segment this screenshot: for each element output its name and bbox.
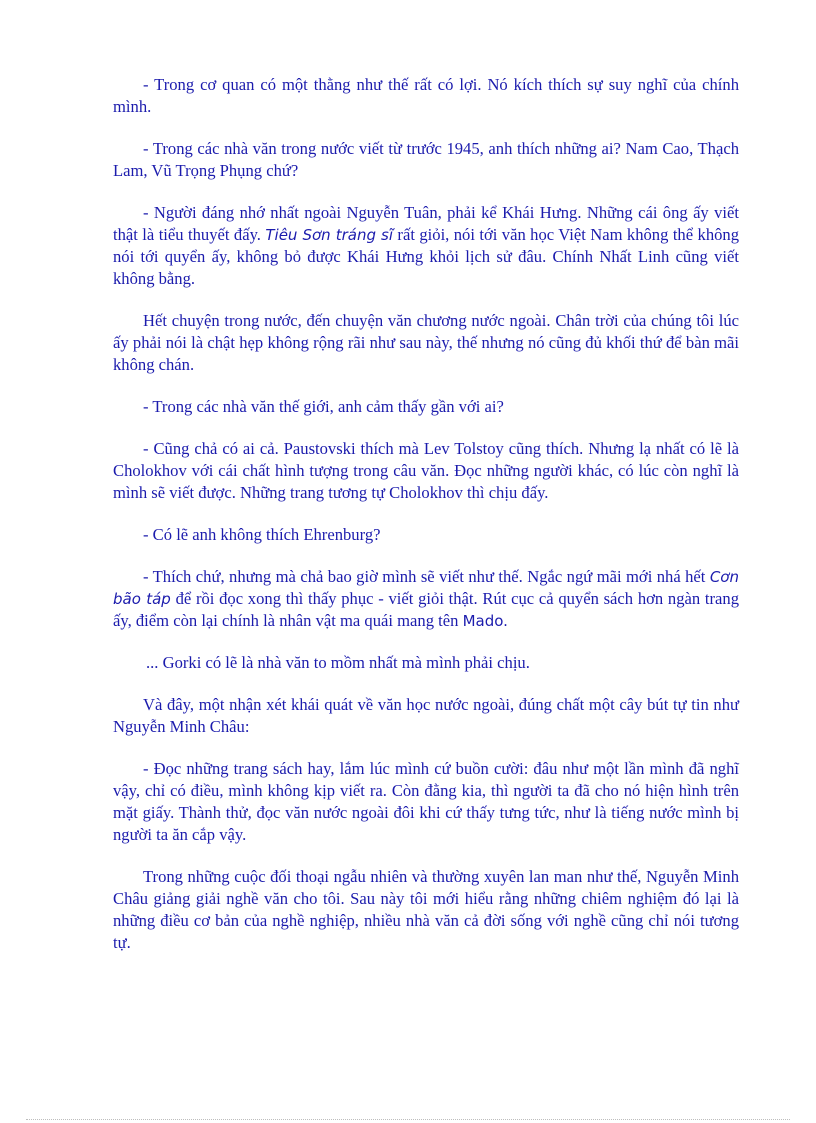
- paragraph: - Trong các nhà văn trong nước viết từ trước 1945, anh thích những ai? Nam Cao, Thạch Lam, Vũ Trọng Phụng chứ?: [113, 139, 739, 180]
- paragraph: - Cũng chả có ai cả. Paustovski thích mà Lev Tolstoy cũng thích. Nhưng lạ nhất có lẽ là Cholokhov với cái chất hình tượng trong câu văn. Đọc những người khác, có lúc còn nghĩ là mình sẽ viết được. Những trang tương tự Cholokhov thì chịu đấy.: [113, 439, 739, 502]
- paragraph: [113, 566, 739, 632]
- paragraph: ... Gorki có lẽ là nhà văn to mồm nhất mà mình phải chịu.: [146, 653, 530, 672]
- paragraph-text: để rồi đọc xong thì thấy phục - viết giỏi thật. Rút cục cả quyển sách hơn ngàn trang ấy, điểm còn lại chính là nhân vật ma quái mang tên: [113, 589, 739, 630]
- paragraph: - Đọc những trang sách hay, lắm lúc mình cứ buồn cười: đâu như một lần mình đã nghĩ vậy, chỉ có điều, mình không kịp viết ra. Còn đằng kia, thì người ta đã cho nó hiện hình trên mặt giấy. Thành thử, đọc văn nước ngoài đôi khi cứ thấy tưng tức, như là tiếng nước mình bị người ta ăn cắp vậy.: [113, 759, 739, 844]
- paragraph: - Có lẽ anh không thích Ehrenburg?: [143, 525, 381, 544]
- book-title-italic: Tiêu Sơn tráng sĩ: [265, 226, 394, 244]
- page-bottom-divider: [26, 1119, 790, 1120]
- paragraph: [113, 202, 739, 290]
- paragraph: - Trong cơ quan có một thằng như thế rất có lợi. Nó kích thích sự suy nghĩ của chính mình.: [113, 75, 739, 116]
- paragraph-text: - Thích chứ, nhưng mà chả bao giờ mình sẽ viết như thế. Ngắc ngứ mãi mới nhá hết: [143, 567, 710, 586]
- paragraph: Trong những cuộc đối thoại ngẫu nhiên và thường xuyên lan man như thế, Nguyễn Minh Châu giảng giải nghề văn cho tôi. Sau này tôi mới hiểu rằng những chiêm nghiệm đó lại là những điều cơ bản của nghề nghiệp, nhiều nhà văn cả đời sống với nghề cũng chỉ nói tương tự.: [113, 867, 739, 952]
- paragraph: - Trong các nhà văn thế giới, anh cảm thấy gần với ai?: [143, 397, 504, 416]
- paragraph-text: rất giỏi, nói tới văn học Việt Nam không thể không nói tới quyển ấy, không bỏ được Khái Hưng khỏi lịch sử đâu. Chính Nhất Linh cũng viết không bằng.: [113, 225, 740, 288]
- paragraph-text: - Người đáng nhớ nhất ngoài Nguyễn Tuân, phải kể Khái Hưng. Những cái ông ấy viết thật là tiểu thuyết đấy.: [113, 203, 739, 244]
- paragraph: Và đây, một nhận xét khái quát về văn học nước ngoài, đúng chất một cây bút tự tin như Nguyễn Minh Châu:: [113, 695, 739, 736]
- document-page: [113, 74, 739, 974]
- paragraph: Hết chuyện trong nước, đến chuyện văn chương nước ngoài. Chân trời của chúng tôi lúc ấy phải nói là chật hẹp không rộng rãi như sau này, thế nhưng nó cũng đủ khối thứ để bàn mãi không chán.: [113, 311, 739, 374]
- character-name: Mado.: [462, 612, 508, 630]
- book-title-italic: Cơn bão táp: [113, 568, 739, 608]
